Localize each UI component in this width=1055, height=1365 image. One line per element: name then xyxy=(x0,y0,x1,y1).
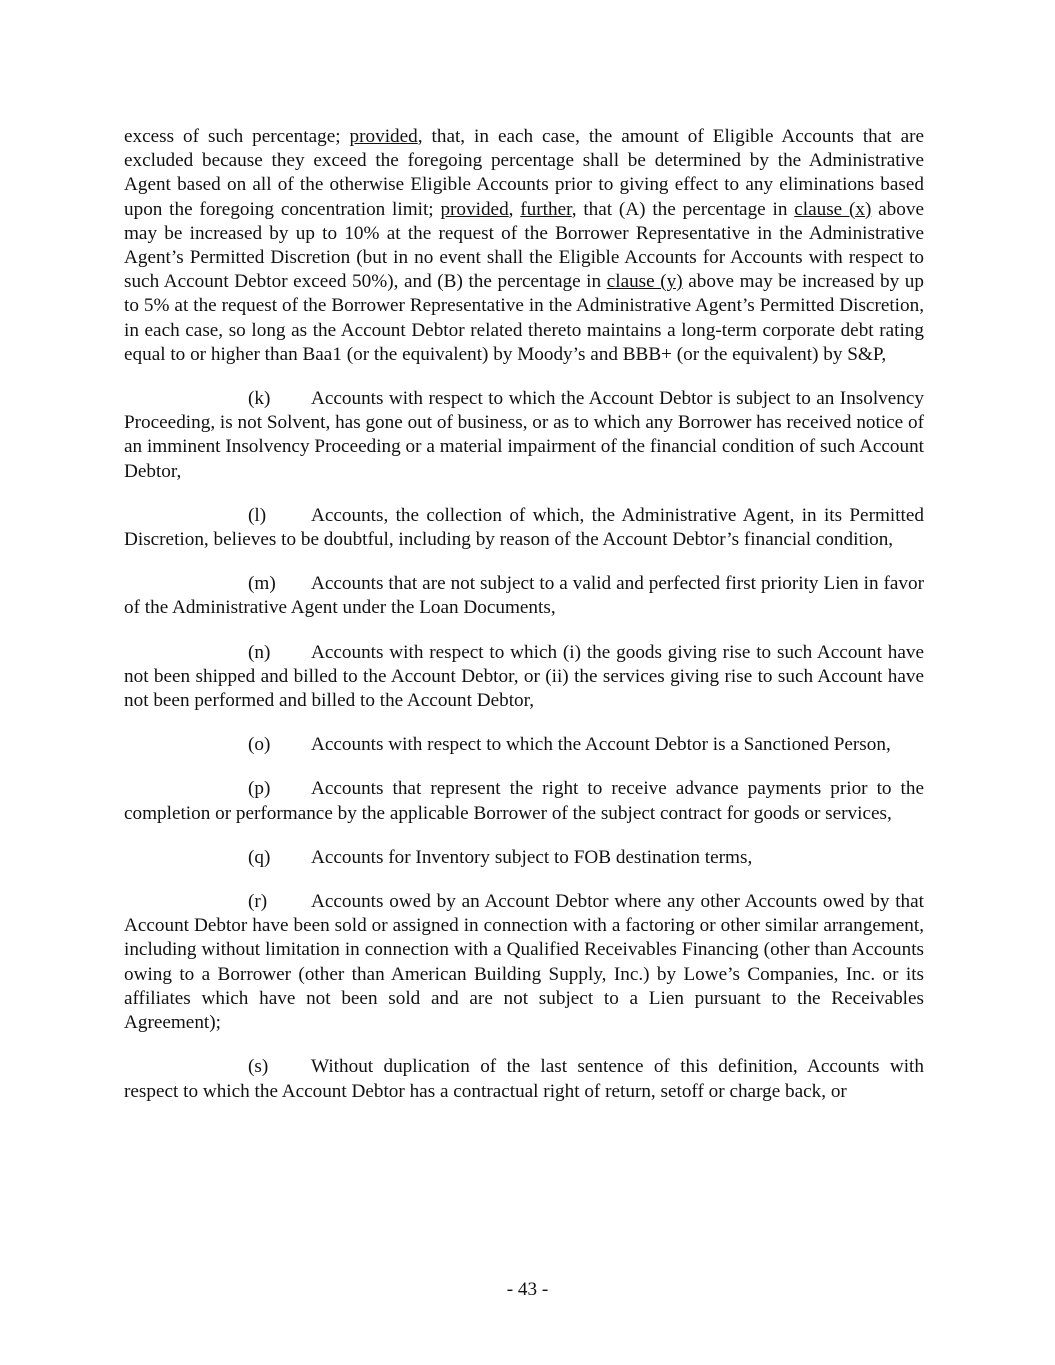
clause-text: Accounts for Inventory subject to FOB destination terms, xyxy=(311,846,753,868)
intro-text: excess of such percentage; xyxy=(124,126,350,147)
intro-text: , that, in each case, the amount of Eligible Accounts that are excluded because they exceed the foregoing percentage shall be determined by the Administrative Agent based on all of the otherwise Eligible Accounts prior to giving effect to any eliminations based upon the foregoing concentration limit; xyxy=(124,126,924,220)
clause-o xyxy=(124,733,924,757)
intro-paragraph xyxy=(124,125,924,367)
clause-l xyxy=(124,504,924,552)
clause-label: (k) xyxy=(248,388,271,410)
clause-text: Without duplication of the last sentence of this definition, Accounts with respect to which the Account Debtor has a contractual right of return, setoff or charge back, or xyxy=(124,1056,924,1102)
intro-text: above may be increased by up to 10% at the request of the Borrower Representative in the Administrative Agent’s Permitted Discretion (but in no event shall the Eligible Accounts for Accounts with respect to such Account Debtor exceed 50%), and (B) the percentage in xyxy=(124,198,924,293)
clause-text: Accounts with respect to which (i) the goods giving rise to such Account have not been shipped and billed to the Account Debtor, or (ii) the services giving rise to such Account have not been performed and billed to the Account Debtor, xyxy=(124,641,924,712)
clause-y-reference: clause (y) xyxy=(606,271,683,293)
provided-term: provided xyxy=(440,198,509,220)
page-number: - 43 - xyxy=(506,1279,549,1300)
clause-q xyxy=(124,846,924,870)
clause-text: Accounts, the collection of which, the Administrative Agent, in its Permitted Discretion, believes to be doubtful, including by reason of the Account Debtor’s financial condition, xyxy=(124,504,924,551)
clause-label: (l) xyxy=(248,504,267,526)
clause-label: (q) xyxy=(248,846,271,868)
clause-label: (n) xyxy=(248,641,271,663)
clause-label: (m) xyxy=(248,573,276,595)
clause-r xyxy=(124,890,924,1035)
provided-term: provided xyxy=(349,126,418,147)
intro-text: , xyxy=(508,198,521,220)
clause-text: Accounts with respect to which the Account Debtor is a Sanctioned Person, xyxy=(311,734,891,756)
intro-text: , that (A) the percentage in xyxy=(571,198,795,220)
clause-label: (r) xyxy=(248,891,268,913)
document-page xyxy=(124,125,924,1124)
clause-k xyxy=(124,387,924,484)
clause-s xyxy=(124,1055,924,1103)
clause-label: (o) xyxy=(248,734,271,756)
further-term: further xyxy=(520,198,572,220)
clause-label: (s) xyxy=(248,1056,269,1078)
clause-p xyxy=(124,777,924,825)
clause-x-reference: clause (x) xyxy=(794,198,872,220)
clause-text: Accounts that are not subject to a valid and perfected first priority Lien in favor of the Administrative Agent under the Loan Documents, xyxy=(124,573,924,619)
clause-text: Accounts owed by an Account Debtor where any other Accounts owed by that Account Debtor have been sold or assigned in connection with a factoring or other similar arrangement, including without limitation in connection with a Qualified Receivables Financing (other than Accounts owing to a Borrower (other than American Building Supply, Inc.) by Lowe’s Companies, Inc. or its affiliates which have not been sold and are not subject to a Lien pursuant to the Receivables Agreement); xyxy=(124,891,924,1034)
clause-n xyxy=(124,641,924,714)
clause-m xyxy=(124,572,924,620)
clause-label: (p) xyxy=(248,778,271,800)
clause-text: Accounts with respect to which the Account Debtor is subject to an Insolvency Proceeding, is not Solvent, has gone out of business, or as to which any Borrower has received notice of an imminent Insolvency Proceeding or a material impairment of the financial condition of such Account Debtor, xyxy=(124,388,924,482)
intro-text: above may be increased by up to 5% at the request of the Borrower Representative in the Administrative Agent’s Permitted Discretion, in each case, so long as the Account Debtor related thereto maintains a long-term corporate debt rating equal to or higher than Baa1 (or the equivalent) by Moody’s and BBB+ (or the equivalent) by S&P, xyxy=(124,271,924,365)
clause-text: Accounts that represent the right to receive advance payments prior to the completion or performance by the applicable Borrower of the subject contract for goods or services, xyxy=(124,778,924,824)
